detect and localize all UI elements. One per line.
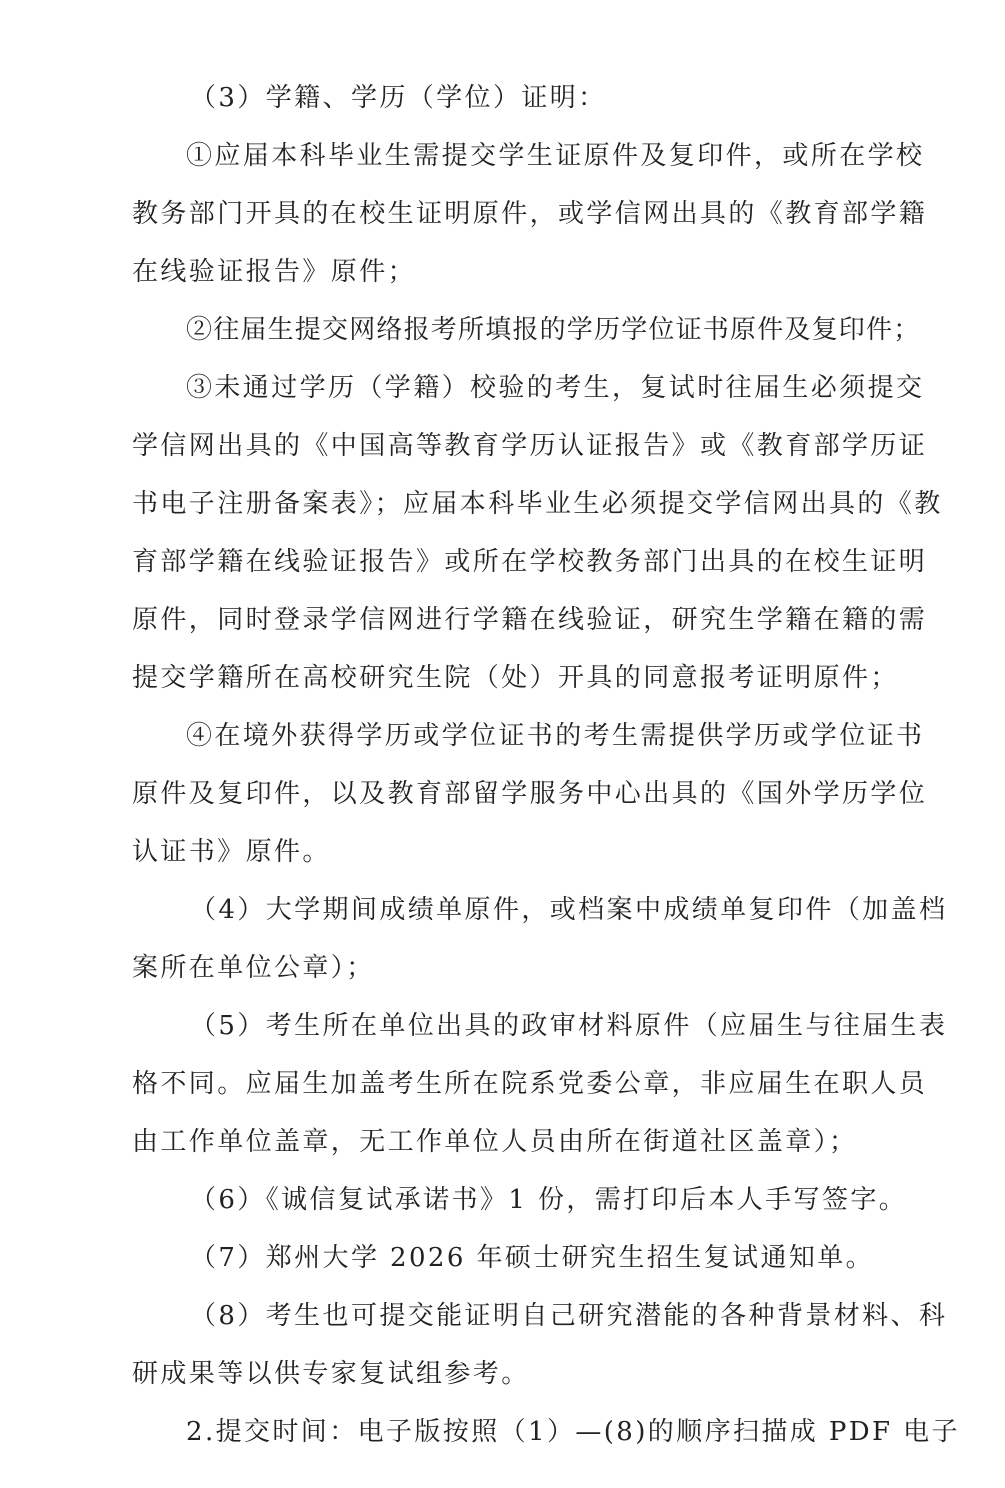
- item-3-2-line-1: ②往届生提交网络报考所填报的学历学位证书原件及复印件；: [186, 315, 921, 345]
- item-4-line-1: （4）大学期间成绩单原件，或档案中成绩单复印件（加盖档: [190, 895, 948, 925]
- item-3-3-line-2: 学信网出具的《中国高等教育学历认证报告》或《教育部学历证: [132, 431, 928, 461]
- item-3-heading: （3）学籍、学历（学位）证明：: [190, 83, 607, 113]
- submission-time-line-1: 2.提交时间：电子版按照（1）—(8)的顺序扫描成 PDF 电子: [186, 1417, 960, 1447]
- item-7-line-1: （7）郑州大学 2026 年硕士研究生招生复试通知单。: [190, 1243, 875, 1273]
- item-3-1-line-3: 在线验证报告》原件；: [132, 257, 417, 287]
- item-5-line-2: 格不同。应届生加盖考生所在院系党委公章，非应届生在职人员: [132, 1069, 928, 1099]
- item-3-1-line-2: 教务部门开具的在校生证明原件，或学信网出具的《教育部学籍: [132, 199, 928, 229]
- item-3-3-line-4: 育部学籍在线验证报告》或所在学校教务部门出具的在校生证明: [132, 547, 928, 577]
- item-3-4-line-1: ④在境外获得学历或学位证书的考生需提供学历或学位证书: [186, 721, 925, 751]
- item-3-3-line-1: ③未通过学历（学籍）校验的考生，复试时往届生必须提交: [186, 373, 925, 403]
- item-3-3-line-3: 书电子注册备案表》；应届本科毕业生必须提交学信网出具的《教: [132, 489, 943, 519]
- item-6-line-1: （6）《诚信复试承诺书》1 份，需打印后本人手写签字。: [190, 1185, 908, 1215]
- item-3-1-line-1: ①应届本科毕业生需提交学生证原件及复印件，或所在学校: [186, 141, 925, 171]
- item-3-4-line-2: 原件及复印件，以及教育部留学服务中心出具的《国外学历学位: [132, 779, 928, 809]
- item-3-4-line-3: 认证书》原件。: [132, 837, 331, 867]
- item-5-line-3: 由工作单位盖章，无工作单位人员由所在街道社区盖章）；: [132, 1127, 858, 1157]
- item-3-3-line-5: 原件，同时登录学信网进行学籍在线验证，研究生学籍在籍的需: [132, 605, 928, 635]
- item-3-3-line-6: 提交学籍所在高校研究生院（处）开具的同意报考证明原件；: [132, 663, 899, 693]
- item-8-line-1: （8）考生也可提交能证明自己研究潜能的各种背景材料、科: [190, 1301, 948, 1331]
- item-5-line-1: （5）考生所在单位出具的政审材料原件（应届生与往届生表: [190, 1011, 948, 1041]
- item-8-line-2: 研成果等以供专家复试组参考。: [132, 1359, 530, 1389]
- item-4-line-2: 案所在单位公章）；: [132, 953, 375, 983]
